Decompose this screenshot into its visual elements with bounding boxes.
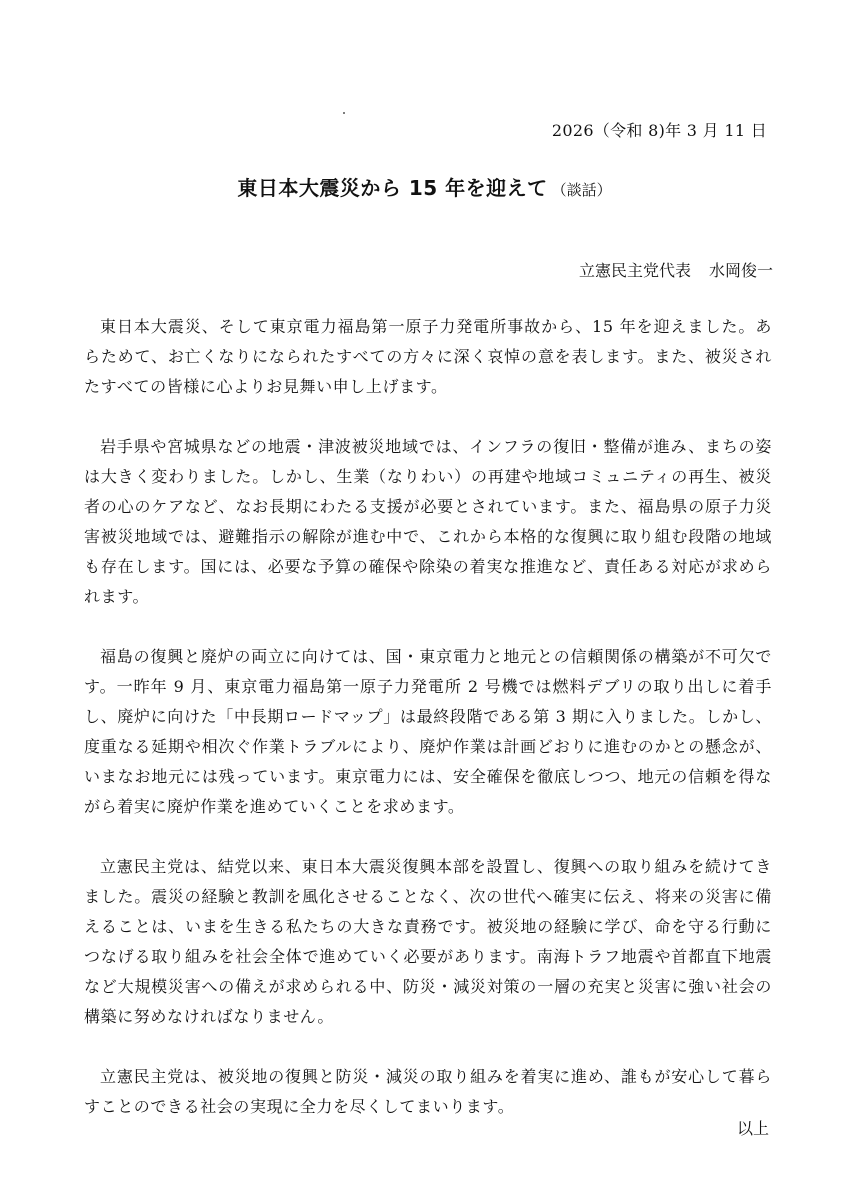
author-name: 水岡俊一 (708, 261, 773, 280)
paragraph-condolence: 東日本大震災、そして東京電力福島第一原子力発電所事故から、15 年を迎えました。あらためて、お亡くなりになられたすべての方々に深く哀悼の意を表します。また、被災されたすべての皆様に心よりお見舞い申し上げます。 (84, 317, 772, 396)
paragraph-party-commitment: 立憲民主党は、結党以来、東日本大震災復興本部を設置し、復興への取り組みを続けてきました。震災の経験と教訓を風化させることなく、次の世代へ確実に伝え、将来の災害に備えることは、いまを生きる私たちの大きな責務です。被災地の経験に学び、命を守る行動につなげる取り組みを社会全体で進めていく必要があります。南海トラフ地震や首都直下地震など大規模災害への備えが求められる中、防災・減災対策の一層の充実と災害に強い社会の構築に努めなければなりません。 (84, 857, 772, 1026)
paragraph-decommissioning: 福島の復興と廃炉の両立に向けては、国・東京電力と地元との信頼関係の構築が不可欠です。一昨年 9 月、東京電力福島第一原子力発電所 2 号機では燃料デブリの取り出しに着手し、廃炉に向けた「中長期ロードマップ」は最終段階である第 3 期に入りました。しかし、度重なる延期や相次ぐ作業トラブルにより、廃炉作業は計画どおりに進むのかとの懸念が、いまなお地元には残っています。東京電力には、安全確保を徹底しつつ、地元の信頼を得ながら着実に廃炉作業を進めていくことを求めます。 (84, 647, 772, 816)
closing-mark: 以上 (736, 1119, 769, 1138)
document-title: 東日本大震災から 15 年を迎えて (237, 176, 548, 200)
statement-body (84, 312, 772, 1152)
author-line (579, 258, 773, 281)
title-line (0, 172, 849, 201)
paragraph-conclusion: 立憲民主党は、被災地の復興と防災・減災の取り組みを着実に進め、誰もが安心して暮らすことのできる社会の実現に全力を尽くしてまいります。 (84, 1067, 772, 1116)
author-org: 立憲民主党代表 (578, 261, 691, 280)
document-title-suffix: （談話） (551, 181, 612, 199)
stray-dot (343, 112, 345, 114)
paragraph-reconstruction: 岩手県や宮城県などの地震・津波被災地域では、インフラの復旧・整備が進み、まちの姿は大きく変わりました。しかし、生業（なりわい）の再建や地域コミュニティの再生、被災者の心のケアなど、なお長期にわたる支援が必要とされています。また、福島県の原子力災害被災地域では、避難指示の解除が進む中で、これから本格的な復興に取り組む段階の地域も存在します。国には、必要な予算の確保や除染の着実な推進など、責任ある対応が求められます。 (84, 437, 772, 606)
document-date: 2026（令和 8)年 3 月 11 日 (551, 121, 767, 140)
